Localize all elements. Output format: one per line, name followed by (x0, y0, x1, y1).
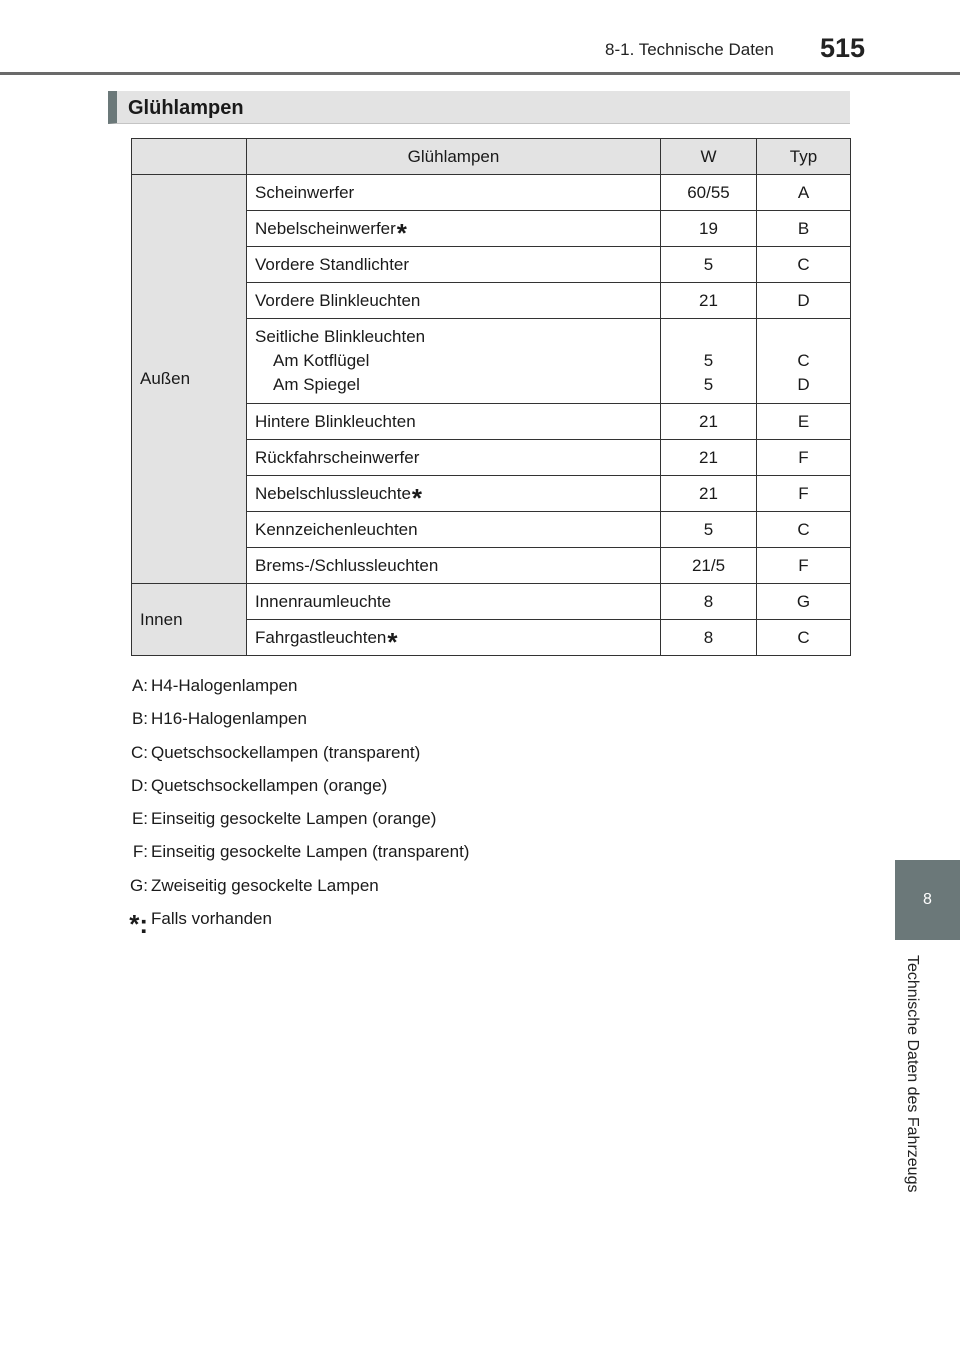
legend-item (115, 776, 469, 809)
chapter-tab[interactable] (895, 860, 960, 940)
lamp-name: Seitliche Blinkleuchten (255, 327, 426, 346)
lamp-watt: 21/5 (661, 548, 757, 584)
header-divider (0, 72, 960, 75)
footnote-star: * (387, 626, 398, 657)
page-number: 515 (820, 33, 866, 63)
lamp-watt: 60/55 (661, 175, 757, 211)
lamp-type: C (797, 351, 810, 370)
table-header-empty (132, 139, 247, 175)
table-row (132, 584, 851, 620)
legend-item (115, 909, 469, 942)
lamp-type: C (757, 247, 851, 283)
lamp-name: Brems-/Schlussleuchten (247, 548, 661, 584)
group-label-innen: Innen (132, 584, 247, 656)
legend-text: H4-Halogenlampen (151, 676, 298, 695)
lamp-watt: 21 (661, 440, 757, 476)
lamp-name-cell (247, 476, 661, 512)
lamp-type: F (757, 440, 851, 476)
legend-key: G: (130, 875, 148, 895)
legend-text: H16-Halogenlampen (151, 709, 307, 729)
lamp-type: F (757, 476, 851, 512)
lamp-type: C (757, 512, 851, 548)
lamp-watt: 19 (661, 211, 757, 247)
lamp-watt: 21 (661, 283, 757, 319)
legend-text: Falls vorhanden (151, 909, 272, 929)
lamp-name: Fahrgastleuchten (255, 627, 387, 647)
lamp-type: C (757, 620, 851, 656)
legend-item (115, 709, 469, 742)
legend-key: D: (131, 775, 148, 795)
bulb-table (131, 138, 851, 656)
lamp-type: D (757, 283, 851, 319)
table-header-type: Typ (757, 139, 851, 175)
lamp-watt: 21 (661, 476, 757, 512)
lamp-watt-cell (661, 319, 757, 404)
legend-key: F: (132, 842, 148, 862)
legend-text: Quetschsockellampen (transparent) (151, 742, 421, 762)
legend-key: A: (131, 676, 148, 695)
lamp-type-cell (757, 319, 851, 404)
lamp-name: Innenraumleuchte (247, 584, 661, 620)
legend-text: Einseitig gesockelte Lampen (transparent) (151, 842, 470, 862)
lamp-name-cell (247, 319, 661, 404)
chapter-number: 8 (923, 891, 932, 908)
lamp-name-cell (247, 211, 661, 247)
lamp-type: A (757, 175, 851, 211)
legend-text: Einseitig gesockelte Lampen (orange) (151, 809, 437, 829)
lamp-type: E (757, 404, 851, 440)
legend-text: Zweiseitig gesockelte Lampen (151, 875, 379, 895)
section-heading (108, 91, 850, 124)
lamp-watt: 5 (661, 512, 757, 548)
header-section-title: 8-1. Technische Daten (605, 40, 774, 59)
lamp-type: D (797, 375, 810, 394)
footnote-star: * (396, 217, 407, 248)
chapter-label: Technische Daten des Fahrzeugs (904, 955, 921, 1193)
legend-key: C: (131, 742, 148, 762)
lamp-watt: 8 (661, 620, 757, 656)
legend-item (115, 809, 469, 842)
lamp-watt: 8 (661, 584, 757, 620)
lamp-name: Scheinwerfer (247, 175, 661, 211)
lamp-watt: 5 (703, 351, 714, 370)
lamp-name: Hintere Blinkleuchten (247, 404, 661, 440)
lamp-subname: Am Spiegel (273, 375, 360, 394)
lamp-name: Nebelscheinwerfer (255, 218, 396, 238)
table-row (132, 175, 851, 211)
type-legend (115, 676, 469, 942)
legend-key-star: *: (129, 909, 148, 940)
legend-item (115, 743, 469, 776)
section-heading-text: Glühlampen (128, 97, 244, 119)
lamp-name: Rückfahrscheinwerfer (247, 440, 661, 476)
footnote-star: * (411, 482, 423, 513)
lamp-name: Vordere Blinkleuchten (247, 283, 661, 319)
table-header-watt: W (661, 139, 757, 175)
lamp-name: Nebelschlussleuchte (255, 483, 411, 503)
lamp-watt: 5 (703, 375, 714, 394)
legend-text: Quetschsockellampen (orange) (151, 775, 388, 795)
lamp-type: B (757, 211, 851, 247)
lamp-type: G (757, 584, 851, 620)
table-header-lamps: Glühlampen (247, 139, 661, 175)
legend-key: E: (131, 809, 148, 829)
legend-item (115, 842, 469, 875)
lamp-name: Vordere Standlichter (247, 247, 661, 283)
lamp-watt: 21 (661, 404, 757, 440)
lamp-subname: Am Kotflügel (273, 351, 370, 370)
table-header-row (132, 139, 851, 175)
lamp-type: F (757, 548, 851, 584)
group-label-aussen: Außen (132, 175, 247, 584)
lamp-name-cell (247, 620, 661, 656)
legend-item (115, 876, 469, 909)
lamp-watt: 5 (661, 247, 757, 283)
lamp-name: Kennzeichenleuchten (247, 512, 661, 548)
legend-item (115, 676, 469, 709)
legend-key: B: (131, 709, 148, 729)
